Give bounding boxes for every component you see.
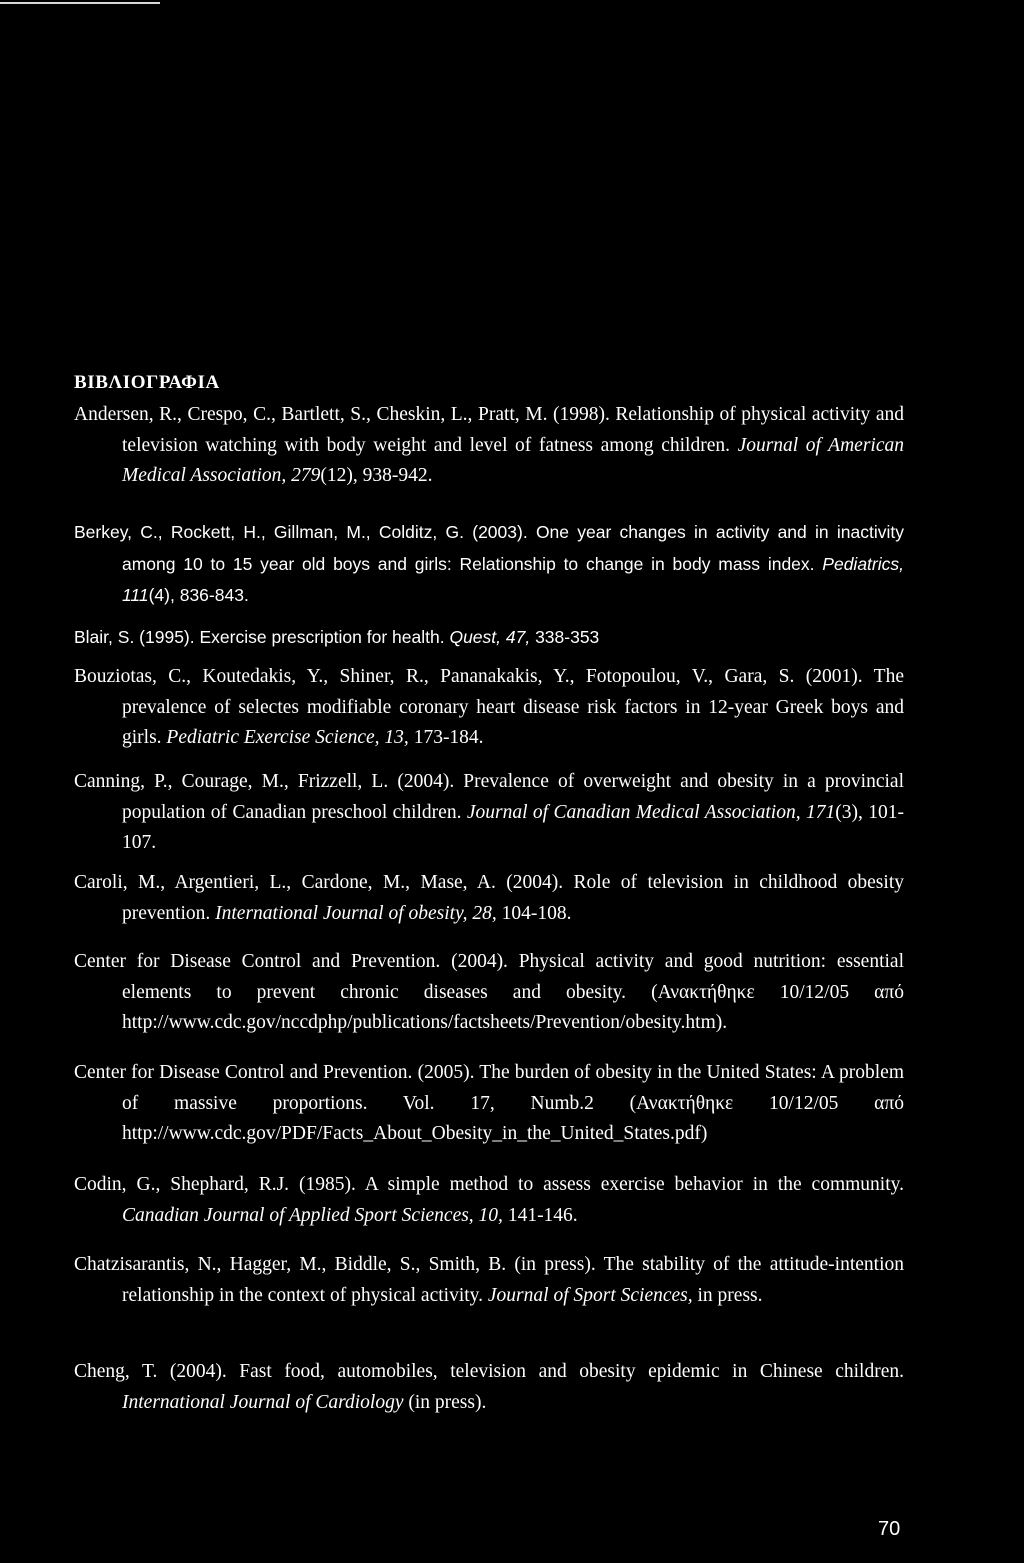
reference-item: Codin, G., Shephard, R.J. (1985). A simple method to assess exercise behavior in the community. Canadian Journal of Applied Sport Sciences, 10, 141-146. xyxy=(74,1174,904,1226)
page-number: 70 xyxy=(878,1518,901,1540)
reference-item: Bouziotas, C., Koutedakis, Y., Shiner, R., Pananakakis, Y., Fotopoulou, V., Gara, S. (2001). The prevalence of selectes modifiable coronary heart disease risk factors in 12-year Greek boys and girls. Pediatric Exercise Science, 13, 173-184. xyxy=(74,666,904,748)
bibliography-heading: ΒΙΒΛΙΟΓΡΑΦΙΑ xyxy=(74,372,220,393)
reference-item: Canning, P., Courage, M., Frizzell, L. (2004). Prevalence of overweight and obesity in a provincial population of Canadian preschool children. Journal of Canadian Medical Association, 171(3), 101-107. xyxy=(74,771,904,853)
reference-item: Center for Disease Control and Prevention. (2005). The burden of obesity in the United States: A problem of massive proportions. Vol. 17, Numb.2 (Ανακτήθηκε 10/12/05 από http://www.cdc.gov/PDF/Facts_About_Obesity_in_the_United_States.pdf) xyxy=(74,1062,904,1144)
reference-item: Center for Disease Control and Prevention. (2004). Physical activity and good nutrition: essential elements to prevent chronic diseases and obesity. (Ανακτήθηκε 10/12/05 από http://www.cdc.gov/nccdphp/publications/factsheets/Prevention/obesity.htm). xyxy=(74,951,904,1033)
reference-item: Cheng, T. (2004). Fast food, automobiles, television and obesity epidemic in Chinese children. International Journal of Cardiology (in press). xyxy=(74,1361,904,1413)
reference-item: Andersen, R., Crespo, C., Bartlett, S., Cheskin, L., Pratt, M. (1998). Relationship of physical activity and television watching with body weight and level of fatness among children. Journal of American Medical Association, 279(12), 938-942. xyxy=(74,404,904,486)
top-rule xyxy=(0,2,160,4)
reference-item: Blair, S. (1995). Exercise prescription for health. Quest, 47, 338-353 xyxy=(74,627,600,647)
reference-item: Berkey, C., Rockett, H., Gillman, M., Colditz, G. (2003). One year changes in activity and in inactivity among 10 to 15 year old boys and girls: Relationship to change in body mass index. Pediatrics, 111(4), 836-843. xyxy=(74,522,904,605)
reference-item: Caroli, M., Argentieri, L., Cardone, M., Mase, A. (2004). Role of television in childhood obesity prevention. International Journal of obesity, 28, 104-108. xyxy=(74,872,904,924)
reference-item: Chatzisarantis, N., Hagger, M., Biddle, S., Smith, B. (in press). The stability of the attitude-intention relationship in the context of physical activity. Journal of Sport Sciences, in press. xyxy=(74,1254,904,1306)
